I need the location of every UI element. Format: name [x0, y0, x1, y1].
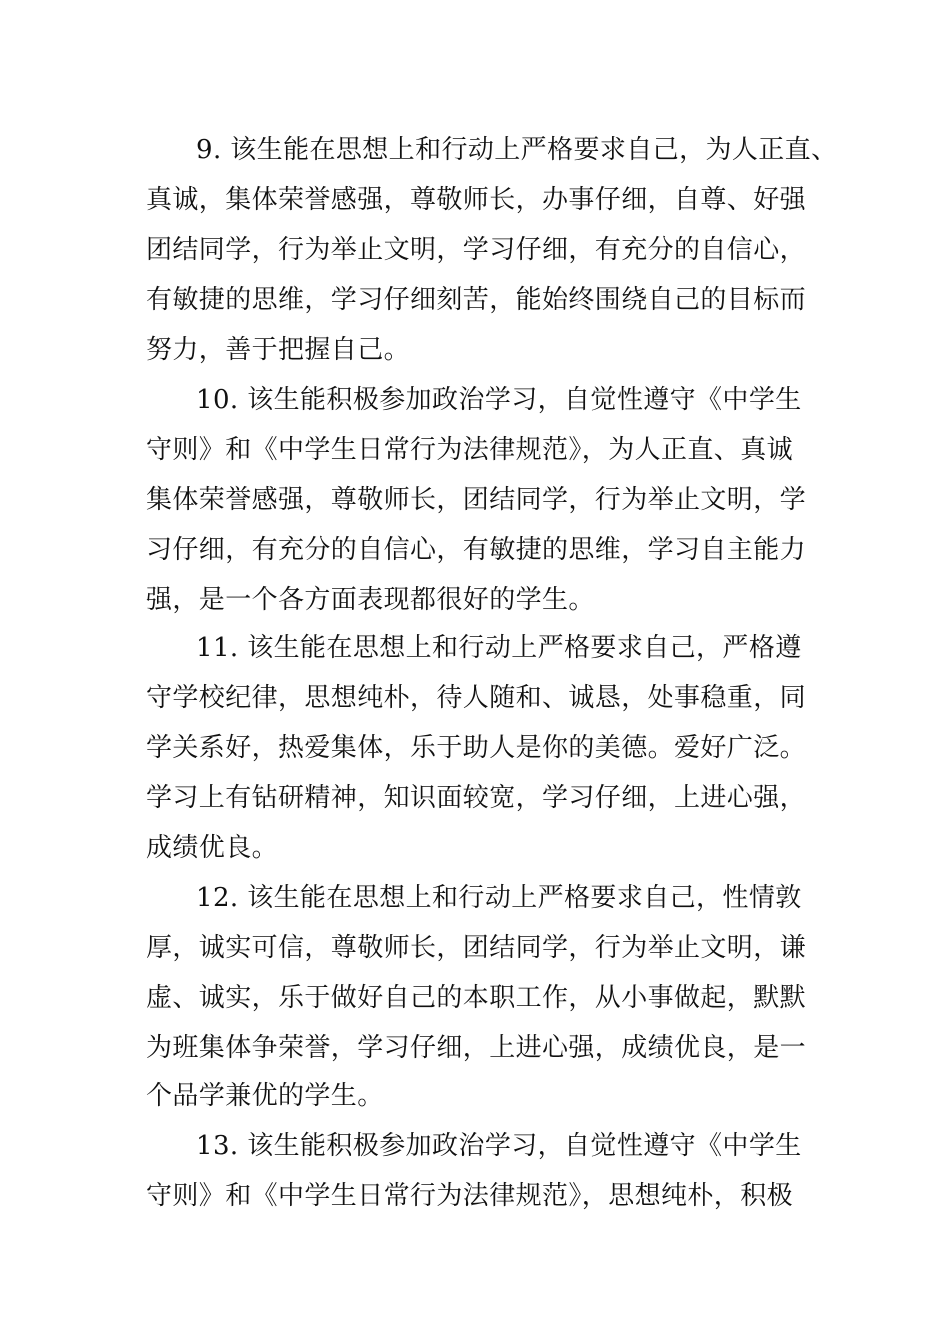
paragraph-12-line-4: 为班集体争荣誉，学习仔细，上进心强，成绩优良，是一 — [146, 1033, 807, 1063]
paragraph-11-line-3: 学关系好，热爱集体，乐于助人是你的美德。爱好广泛。 — [146, 733, 807, 763]
paragraph-13-line-1: 13. 该生能积极参加政治学习，自觉性遵守《中学生 — [196, 1131, 802, 1161]
paragraph-10-line-4: 习仔细，有充分的自信心，有敏捷的思维，学习自主能力 — [146, 535, 807, 565]
paragraph-10-line-1: 10. 该生能积极参加政治学习，自觉性遵守《中学生 — [196, 385, 802, 415]
paragraph-11-line-2: 守学校纪律，思想纯朴，待人随和、诚恳，处事稳重，同 — [146, 683, 807, 713]
paragraph-10-line-5: 强，是一个各方面表现都很好的学生。 — [146, 585, 595, 615]
paragraph-11-line-1: 11. 该生能在思想上和行动上严格要求自己，严格遵 — [196, 633, 802, 663]
paragraph-9-line-4: 有敏捷的思维，学习仔细刻苦，能始终围绕自己的目标而 — [146, 285, 807, 315]
paragraph-12-line-2: 厚，诚实可信，尊敬师长，团结同学，行为举止文明，谦 — [146, 933, 807, 963]
paragraph-9-line-3: 团结同学，行为举止文明，学习仔细，有充分的自信心， — [146, 235, 807, 265]
paragraph-9-line-5: 努力，善于把握自己。 — [146, 335, 411, 365]
paragraph-9-line-2: 真诚，集体荣誉感强，尊敬师长，办事仔细，自尊、好强 — [146, 185, 807, 215]
paragraph-13-line-2: 守则》和《中学生日常行为法律规范》，思想纯朴，积极 — [146, 1181, 794, 1211]
paragraph-12-line-5: 个品学兼优的学生。 — [146, 1081, 384, 1111]
paragraph-12-line-3: 虚、诚实，乐于做好自己的本职工作，从小事做起，默默 — [146, 983, 807, 1013]
paragraph-9-line-1: 9. 该生能在思想上和行动上严格要求自己，为人正直、 — [196, 135, 838, 165]
paragraph-10-line-3: 集体荣誉感强，尊敬师长，团结同学，行为举止文明，学 — [146, 485, 807, 515]
paragraph-12-line-1: 12. 该生能在思想上和行动上严格要求自己，性情敦 — [196, 883, 802, 913]
paragraph-11-line-4: 学习上有钻研精神，知识面较宽，学习仔细，上进心强， — [146, 783, 807, 813]
paragraph-10-line-2: 守则》和《中学生日常行为法律规范》，为人正直、真诚 — [146, 435, 794, 465]
paragraph-11-line-5: 成绩优良。 — [146, 833, 279, 863]
